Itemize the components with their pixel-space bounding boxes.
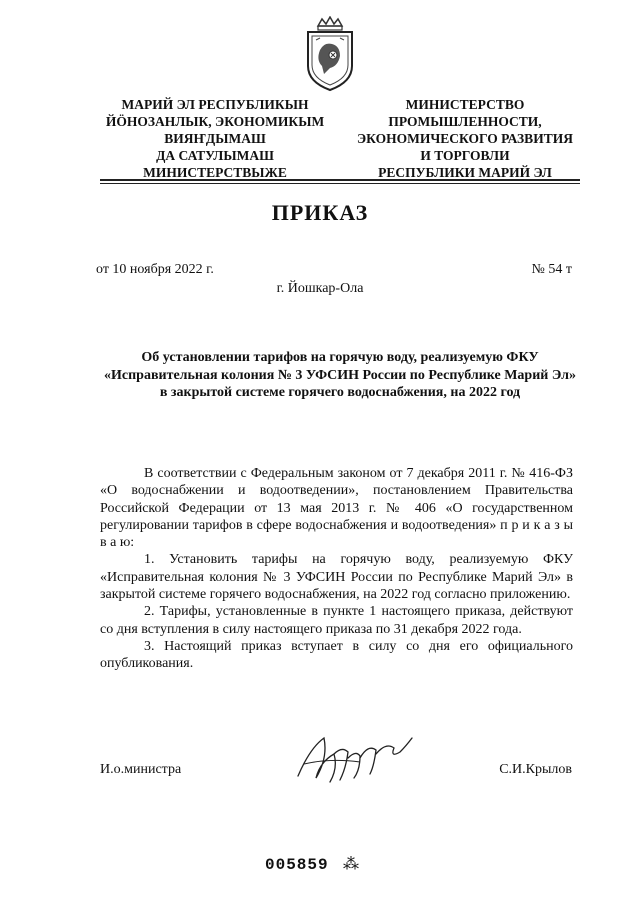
document-title: ПРИКАЗ	[271, 200, 369, 225]
header-right-line: ЭКОНОМИЧЕСКОГО РАЗВИТИЯ	[357, 131, 573, 146]
coat-of-arms-emblem	[300, 16, 360, 92]
body-paragraph: 3. Настоящий приказ вступает в силу со дня его официального опубликования.	[100, 638, 573, 672]
header-right-line: РЕСПУБЛИКИ МАРИЙ ЭЛ	[378, 165, 552, 180]
document-number: № 54 т	[531, 262, 572, 277]
header-divider	[100, 179, 580, 184]
signer-position: И.о.министра	[100, 762, 182, 777]
document-body	[100, 465, 573, 673]
serial-number: 005859	[265, 856, 329, 874]
header-left-marii	[95, 96, 335, 181]
body-paragraph: 1. Установить тарифы на горячую воду, реализуемую ФКУ «Исправительная колония № 3 УФСИН России по Республике Марий Эл» в закрытой системе горячего водоснабжения, на 2022 год согласно приложению.	[100, 552, 573, 603]
header-left-line: МАРИЙ ЭЛ РЕСПУБЛИКЫН	[121, 97, 309, 112]
header-right-line: МИНИСТЕРСТВО	[405, 97, 525, 112]
document-date: от 10 ноября 2022 г.	[96, 262, 214, 277]
document-city: г. Йошкар-Ола	[276, 281, 364, 296]
header-left-line: МИНИСТЕРСТВЫЖЕ	[143, 165, 287, 180]
body-paragraph: В соответствии с Федеральным законом от 7 декабря 2011 г. № 416-ФЗ «О водоснабжении и водоотведении», постановлением Правительства Российской Федерации от 13 мая 2013 г. № 406 «О государственном регулировании тарифов в сфере водоснабжения и водоотведения» п р и к а з ы в а ю:	[100, 466, 573, 551]
header-right-line: И ТОРГОВЛИ	[420, 148, 510, 163]
signer-name: С.И.Крылов	[499, 762, 572, 777]
header-right-russian	[335, 96, 595, 181]
body-paragraph: 2. Тарифы, установленные в пункте 1 настоящего приказа, действуют со дня вступления в силу настоящего приказа по 31 декабря 2022 года.	[100, 604, 573, 637]
header-left-line: ВИЯҤДЫМАШ	[164, 131, 266, 146]
handwritten-signature	[290, 728, 420, 786]
serial-mark-icon: ⁂	[343, 856, 359, 873]
header-right-line: ПРОМЫШЛЕННОСТИ,	[388, 114, 542, 129]
header-left-line: ЙӦНОЗАНЛЫК, ЭКОНОМИКЫМ	[105, 114, 325, 129]
header-left-line: ДА САТУЛЫМАШ	[156, 148, 274, 163]
document-subject: Об установлении тарифов на горячую воду, реализуемую ФКУ «Исправительная колония № 3 УФСИН России по Республике Марий Эл» в закрытой системе горячего водоснабжения, на 2022 год	[103, 350, 577, 400]
